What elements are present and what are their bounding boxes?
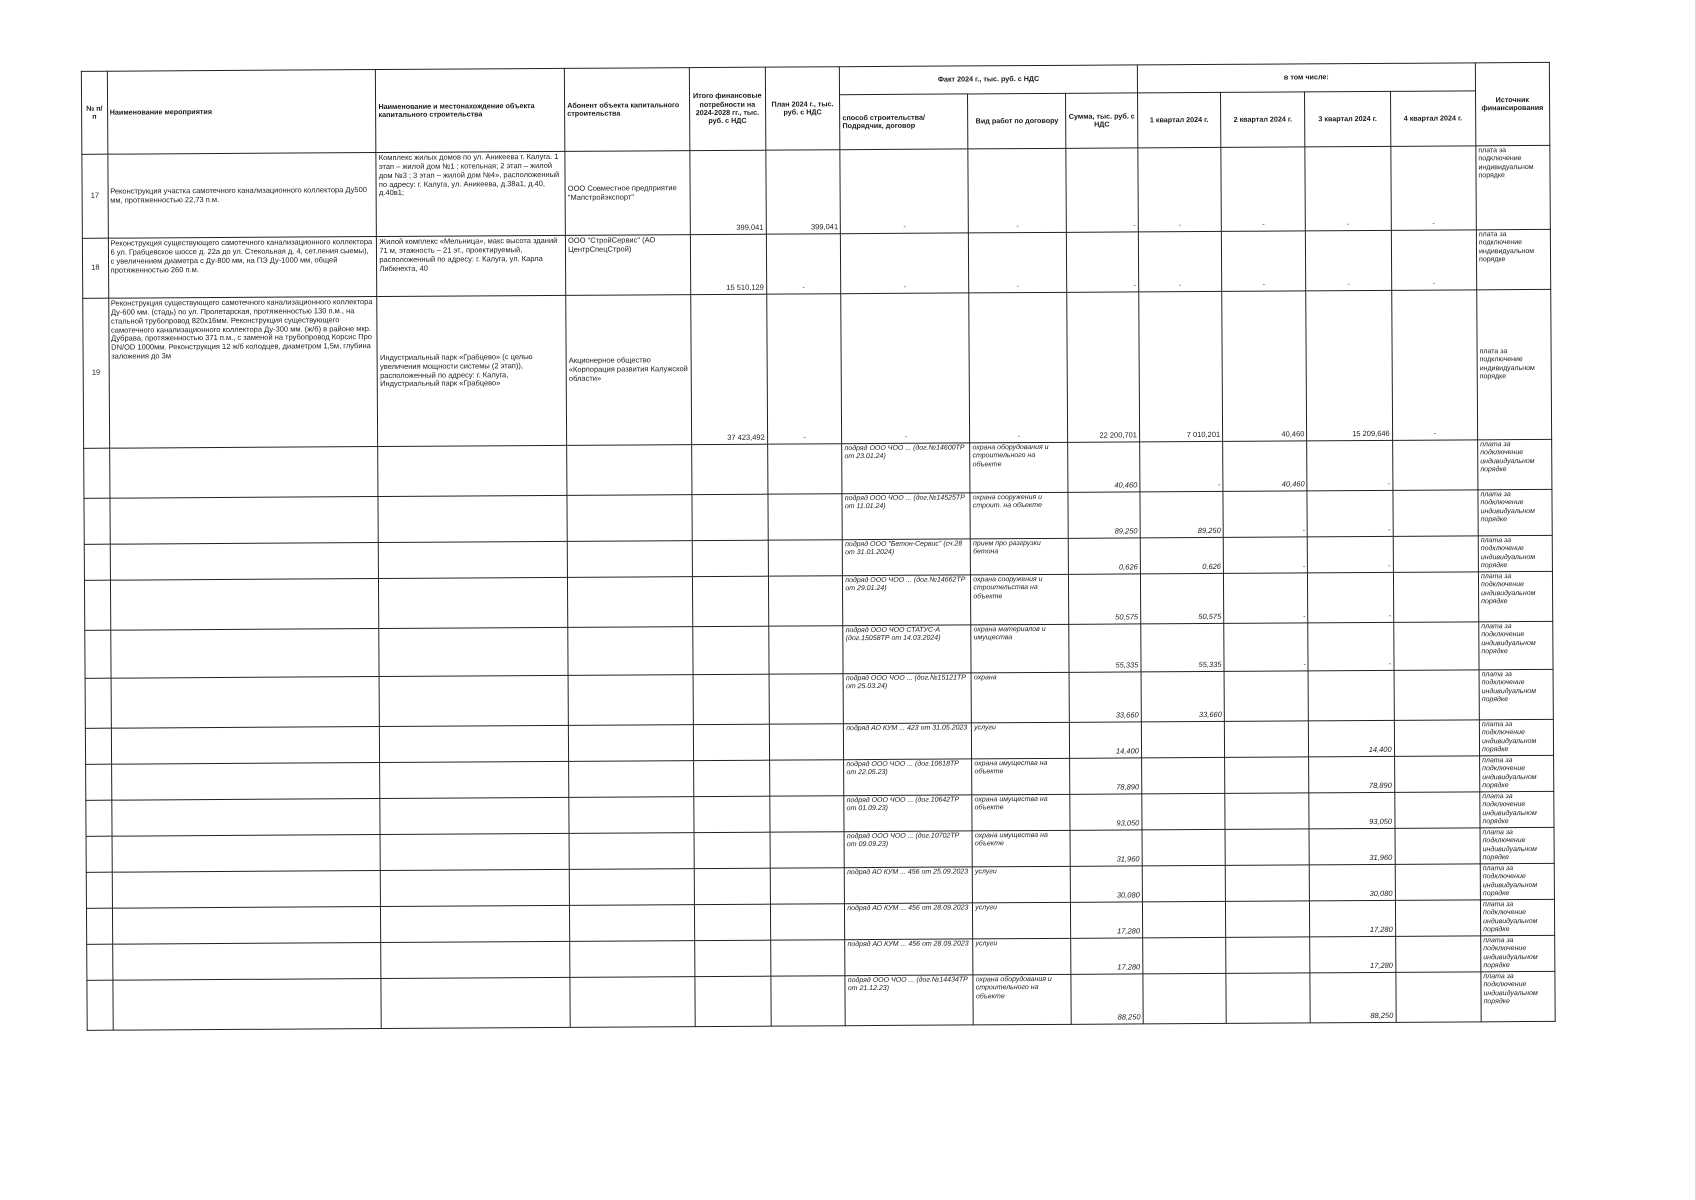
empty-cell — [111, 727, 380, 765]
empty-cell — [770, 904, 845, 940]
empty-cell — [110, 543, 379, 581]
contract-q1 — [1142, 865, 1225, 902]
empty-cell — [112, 835, 381, 873]
empty-cell — [87, 944, 113, 980]
header-fact-group: Факт 2024 г., тыс. руб. с НДС — [840, 65, 1138, 95]
header-event: Наименование мероприятия — [107, 70, 376, 155]
empty-cell — [109, 447, 378, 499]
empty-cell — [381, 977, 570, 1028]
header-source: Источник финансирования — [1475, 62, 1549, 145]
empty-cell — [380, 833, 569, 870]
contract-q2 — [1224, 721, 1308, 758]
contract-method: подряд ООО ЧОО ... (дог.№15121ТР от 25.03.24) — [843, 673, 971, 724]
empty-cell — [768, 494, 843, 540]
contract-work: охрана сооружения и строительства на объекте — [971, 574, 1069, 625]
contract-row — [87, 971, 1672, 1031]
row-method: - — [841, 233, 969, 294]
row-q2: 40,460 — [1222, 291, 1307, 442]
empty-cell — [112, 907, 381, 945]
contract-q1 — [1143, 937, 1226, 974]
contract-source: плата за подключение индивидуальном порядке — [1479, 621, 1553, 669]
empty-cell — [569, 797, 694, 834]
empty-cell — [112, 943, 381, 981]
contract-work: охрана оборудования и строительного на объекте — [970, 442, 1068, 493]
row-method: - — [840, 149, 968, 234]
contract-q3: - — [1308, 536, 1394, 573]
empty-cell — [569, 869, 694, 906]
contract-source: плата за подключение индивидуальном порядке — [1480, 899, 1554, 935]
contract-q1: 50,575 — [1140, 573, 1223, 624]
contract-source: плата за подключение индивидуальном порядке — [1480, 755, 1554, 791]
row-q1: 7 010,201 — [1139, 291, 1223, 442]
contract-source: плата за подключение индивидуальном порядке — [1478, 439, 1552, 489]
empty-cell — [85, 678, 111, 728]
empty-cell — [569, 725, 694, 762]
row-q1: - — [1138, 231, 1222, 292]
header-q2: 2 квартал 2024 г. — [1221, 92, 1306, 148]
contract-q2: - — [1224, 623, 1309, 672]
contract-method: подряд ООО ЧОО ... (дог.10702ТР от 09.09.23) — [844, 831, 972, 868]
contract-q1 — [1141, 757, 1224, 794]
row-total-need: 399,041 — [690, 150, 766, 234]
contract-q3: 31,960 — [1309, 828, 1395, 865]
contract-q2 — [1226, 901, 1310, 938]
header-q3: 3 квартал 2024 г. — [1305, 91, 1391, 147]
row-method: - — [841, 293, 970, 444]
contract-method: подряд ООО "Бетон-Сервис" (сч.28 от 31.01.2024) — [843, 539, 971, 576]
contract-q1: 33,660 — [1141, 671, 1224, 722]
contract-work: охрана сооружения и строит. на объекте — [970, 492, 1068, 539]
header-total-need: Итого финансовые потребности на 2024-2028 гг., тыс. руб. с НДС — [689, 67, 765, 150]
contract-sum: 17,280 — [1071, 902, 1143, 938]
row-plan-2024: - — [766, 294, 842, 444]
contract-q3: - — [1307, 440, 1393, 491]
empty-cell — [771, 976, 846, 1026]
row-no: 19 — [83, 298, 110, 448]
empty-cell — [768, 540, 843, 576]
empty-cell — [568, 627, 693, 676]
contract-source: плата за подключение индивидуальном порядке — [1479, 669, 1553, 719]
header-object: Наименование и местонахождение объекта капитального строительства — [376, 68, 565, 152]
empty-cell — [567, 495, 692, 542]
contract-q2 — [1226, 937, 1310, 974]
empty-cell — [568, 675, 693, 726]
contract-q1 — [1142, 793, 1225, 830]
empty-cell — [770, 940, 845, 976]
row-source: плата за подключение индивидуальном порядке — [1476, 145, 1550, 229]
contract-q3: 30,080 — [1310, 864, 1396, 901]
contract-method: подряд ООО ЧОО СТАТУС-А (дог.15058ТР от 14.03.2024) — [843, 625, 971, 674]
contract-q4 — [1395, 936, 1481, 973]
empty-cell — [694, 832, 770, 868]
empty-cell — [769, 724, 844, 760]
contract-q2 — [1225, 757, 1309, 794]
empty-cell — [692, 540, 768, 576]
empty-cell — [570, 941, 695, 978]
row-q3: - — [1306, 230, 1392, 291]
contract-q2 — [1225, 829, 1309, 866]
contract-sum: 89,250 — [1068, 492, 1140, 538]
contract-sum: 93,050 — [1070, 794, 1142, 830]
contract-work: охрана материалов и имущества — [971, 624, 1069, 673]
empty-cell — [110, 497, 379, 545]
row-event: Реконструкция участка самотечного канализационного коллектора Ду500 мм, протяженностью 22,73 п.м. — [107, 153, 376, 239]
contract-source: плата за подключение индивидуальном порядке — [1480, 863, 1554, 899]
empty-cell — [86, 908, 112, 944]
contract-sum: 14,400 — [1070, 722, 1142, 758]
contract-source: плата за подключение индивидуальном порядке — [1480, 791, 1554, 827]
empty-cell — [567, 445, 692, 496]
contract-q3: - — [1308, 572, 1394, 623]
contract-q3: 17,280 — [1310, 936, 1396, 973]
contract-work: услуги — [973, 938, 1071, 975]
contract-source: плата за подключение индивидуальном порядке — [1478, 489, 1552, 535]
empty-cell — [86, 800, 112, 836]
empty-cell — [378, 495, 567, 542]
empty-cell — [693, 724, 769, 760]
investment-report-table — [81, 61, 1673, 1031]
contract-q3 — [1308, 670, 1394, 721]
row-plan-2024: 399,041 — [765, 150, 840, 234]
empty-cell — [379, 541, 568, 578]
row-event: Реконструкция существующего самотечного канализационного коллектора 6 ул. Грабцевское шоссе д. 22а до ул. Стекольная д. 4, сет.ления сыемы), с увеличением диаметра с Ду-800 мм, на ПЭ Ду-1000 мм, общей протяженностью 260 п.м. — [108, 237, 377, 299]
contract-q4 — [1394, 670, 1480, 721]
report-sheet — [81, 61, 1673, 1105]
row-sum: 22 200,701 — [1067, 292, 1139, 442]
contract-q4 — [1395, 900, 1481, 937]
empty-cell — [86, 836, 112, 872]
contract-q3: 17,280 — [1310, 900, 1396, 937]
empty-cell — [86, 872, 112, 908]
contract-sum: 17,280 — [1071, 938, 1143, 974]
contract-method: подряд АО КУМ ... 456 от 25.09.2023 — [845, 867, 973, 904]
contract-work: охрана оборудования и строительного на объекте — [973, 974, 1071, 1025]
contract-q4 — [1394, 792, 1480, 829]
row-q2: - — [1221, 147, 1306, 232]
header-work-type: Вид работ по договору — [968, 93, 1066, 149]
empty-cell — [381, 869, 570, 906]
contract-q4 — [1394, 756, 1480, 793]
empty-cell — [694, 868, 770, 904]
empty-cell — [84, 498, 110, 544]
empty-cell — [85, 630, 111, 678]
row-q3: 15 209,646 — [1306, 290, 1392, 441]
contract-q3: 93,050 — [1309, 792, 1395, 829]
empty-cell — [693, 674, 769, 724]
empty-cell — [112, 871, 381, 909]
row-q4: - — [1390, 146, 1476, 231]
contract-q1: 0,626 — [1140, 537, 1223, 574]
row-object: Жилой комплекс «Мельница», макс высота зданий 71 м, этажность – 21 эт., проектируемый, расположенный по адресу: г. Калуга, ул. Карла Либкнехта, 40 — [377, 235, 566, 296]
contract-q1: 55,335 — [1141, 623, 1224, 672]
contract-source: плата за подключение индивидуальном порядке — [1478, 571, 1552, 621]
contract-q3: 14,400 — [1309, 720, 1395, 757]
row-q4: - — [1391, 290, 1477, 441]
row-subscriber: ООО "СтройСервис" (АО ЦентрСпецСтрой) — [566, 235, 691, 296]
empty-cell — [694, 796, 770, 832]
row-q4: - — [1391, 230, 1477, 291]
contract-work: услуги — [972, 722, 1070, 759]
contract-source: плата за подключение индивидуальном порядке — [1479, 719, 1553, 755]
empty-cell — [569, 833, 694, 870]
header-sum: Сумма, тыс. руб. с НДС — [1066, 93, 1138, 148]
header-plan-2024: План 2024 г., тыс. руб. с НДС — [765, 67, 840, 150]
empty-cell — [87, 980, 113, 1030]
row-source: плата за подключение индивидуальном порядке — [1476, 229, 1550, 289]
contract-sum: 30,080 — [1071, 866, 1143, 902]
empty-cell — [381, 905, 570, 942]
empty-cell — [379, 627, 568, 676]
contract-sum: 0,626 — [1069, 538, 1141, 574]
empty-cell — [85, 728, 111, 764]
empty-cell — [695, 976, 771, 1026]
contract-q2: - — [1224, 573, 1309, 624]
empty-cell — [380, 797, 569, 834]
contract-q2: 40,460 — [1223, 441, 1308, 492]
contract-source: плата за подключение индивидуальном порядке — [1478, 535, 1552, 571]
header-q1: 1 квартал 2024 г. — [1137, 92, 1221, 148]
contract-source: плата за подключение индивидуальном порядке — [1480, 827, 1554, 863]
row-q3: - — [1305, 146, 1391, 231]
contract-q3: 88,250 — [1310, 972, 1396, 1023]
table-row — [83, 289, 1669, 449]
contract-method: подряд АО КУМ ... 456 от 28.09.2023 — [845, 903, 973, 940]
header-method: способ строительства/ Подрядчик, договор — [840, 94, 968, 150]
row-no: 18 — [82, 238, 108, 298]
empty-cell — [379, 577, 568, 628]
empty-cell — [111, 677, 380, 729]
contract-q3: 78,890 — [1309, 756, 1395, 793]
empty-cell — [111, 799, 380, 837]
row-object: Комплекс жилых домов по ул. Аникеева г. Калуга. 1 этап – жилой дом №1 ; котельная; 2 этап – жилой дом №3 ; 3 этап – жилой дом №4», расположенный по адресу: г. Калуга, ул. Аникеева, д.38а1, д.40, д.40в1; — [376, 151, 565, 236]
contract-q1 — [1143, 973, 1226, 1024]
empty-cell — [694, 904, 770, 940]
contract-q4 — [1393, 490, 1479, 537]
contract-method: подряд АО КУМ ... 423 от 31.05.2023 — [844, 723, 972, 760]
empty-cell — [770, 832, 845, 868]
empty-cell — [770, 868, 845, 904]
row-no: 17 — [82, 154, 108, 238]
empty-cell — [769, 796, 844, 832]
empty-cell — [111, 763, 380, 801]
empty-cell — [381, 941, 570, 978]
contract-method: подряд ООО ЧОО ... (дог.10642ТР от 01.09.23) — [844, 795, 972, 832]
contract-sum: 33,660 — [1069, 672, 1141, 722]
contract-method: подряд ООО ЧОО ... (дог.№14525ТР от 11.01.24) — [842, 493, 970, 540]
empty-cell — [379, 675, 568, 726]
contract-work: охрана имущества на объекте — [972, 758, 1070, 795]
contract-q4 — [1396, 972, 1482, 1023]
contract-q4 — [1393, 622, 1479, 671]
row-event: Реконструкция существующего самотечного канализационного коллектора Ду-600 мм. (стадь) по ул. Пролетарская, протяженностью 130 п.м., на стальной трубопровод 820х16мм. Реконструкция существующего самотечного канализационного коллектора Ду-300 мм. (ж/б) в районе мкр. Дубрава, протяженностью 371 п.м., с заменой на трубопровод Корсис Про DN/OD 1000мм. Реконструкция 12 ж/б колодцев, диаметром 1,5м, глубина заложения до 3м — [108, 297, 378, 449]
row-plan-2024: - — [766, 234, 841, 294]
empty-cell — [567, 541, 692, 578]
table-row — [82, 229, 1667, 299]
row-work-type: - — [969, 292, 1068, 443]
row-q1: - — [1138, 147, 1222, 232]
empty-cell — [110, 629, 379, 679]
contract-q2 — [1224, 671, 1309, 722]
contract-sum: 55,335 — [1069, 624, 1141, 672]
contract-sum: 50,575 — [1069, 574, 1141, 624]
row-sum: - — [1067, 232, 1139, 292]
contract-q3: - — [1308, 622, 1394, 671]
empty-cell — [769, 760, 844, 796]
contract-q1 — [1142, 901, 1225, 938]
empty-cell — [110, 579, 379, 631]
contract-q2: - — [1223, 537, 1307, 574]
contract-method: подряд АО КУМ ... 456 от 28.09.2023 — [845, 939, 973, 976]
contract-source: плата за подключение индивидуальном порядке — [1481, 935, 1555, 971]
empty-cell — [767, 444, 842, 494]
empty-cell — [693, 626, 769, 674]
contract-q1: 89,250 — [1140, 491, 1223, 538]
empty-cell — [570, 977, 695, 1028]
contract-q2 — [1226, 973, 1311, 1024]
row-work-type: - — [969, 232, 1067, 293]
row-work-type: - — [968, 148, 1067, 233]
contract-q4 — [1393, 572, 1479, 623]
row-q2: - — [1221, 231, 1306, 292]
contract-work: прием про разгрузки бетона — [971, 538, 1069, 575]
contract-sum: 31,960 — [1070, 830, 1142, 866]
empty-cell — [378, 445, 567, 496]
empty-cell — [113, 979, 382, 1031]
contract-q4 — [1392, 440, 1478, 491]
contract-sum: 40,460 — [1068, 442, 1140, 492]
empty-cell — [695, 940, 771, 976]
empty-cell — [692, 494, 768, 540]
contract-method: подряд ООО ЧОО ... (дог.№14600ТР от 23.01.24) — [842, 443, 970, 494]
header-subscriber: Абонент объекта капитального строительства — [564, 68, 689, 152]
empty-cell — [380, 725, 569, 762]
row-subscriber: Акционерное общество «Корпорация развития Калужской области» — [566, 295, 692, 446]
empty-cell — [768, 626, 843, 674]
contract-q1 — [1142, 829, 1225, 866]
header-no: № п/п — [81, 71, 107, 154]
empty-cell — [769, 674, 844, 724]
row-total-need: 15 510,129 — [690, 234, 766, 294]
empty-cell — [86, 764, 112, 800]
contract-sum: 88,250 — [1071, 974, 1143, 1024]
contract-q2: - — [1223, 491, 1308, 538]
empty-cell — [694, 760, 770, 796]
row-object: Индустриальный парк «Грабцево» (с целью увеличения мощности системы (2 этап)), расположенный по адресу: г. Калуга, Индустриальный парк «Грабцево» — [377, 295, 567, 446]
contract-work: охрана имущества на объекте — [972, 830, 1070, 867]
empty-cell — [569, 761, 694, 798]
empty-cell — [84, 580, 110, 630]
contract-q4 — [1395, 864, 1481, 901]
contract-work: услуги — [973, 866, 1071, 903]
contract-sum: 78,890 — [1070, 758, 1142, 794]
row-subscriber: ООО Совместное предприятие "Мапстройэкспорт" — [565, 151, 690, 236]
empty-cell — [570, 905, 695, 942]
contract-q1: - — [1140, 441, 1223, 492]
contract-q4 — [1395, 828, 1481, 865]
empty-cell — [692, 444, 768, 494]
row-total-need: 37 423,492 — [691, 294, 768, 444]
table-row — [82, 145, 1667, 239]
contract-q3: - — [1307, 490, 1393, 537]
contract-work: охрана имущества на объекте — [972, 794, 1070, 831]
contract-q2 — [1225, 793, 1309, 830]
row-sum: - — [1066, 148, 1138, 232]
empty-cell — [84, 448, 110, 498]
contract-source: плата за подключение индивидуальном порядке — [1481, 971, 1555, 1021]
empty-cell — [84, 544, 110, 580]
empty-cell — [568, 577, 693, 628]
contract-q1 — [1141, 721, 1224, 758]
row-source: плата за подключение индивидуальном порядке — [1477, 289, 1552, 439]
empty-cell — [692, 576, 768, 626]
header-including-group: в том числе: — [1137, 63, 1475, 93]
contract-q4 — [1394, 720, 1480, 757]
contract-method: подряд ООО ЧОО ... (дог.№14662ТР от 29.01.24) — [843, 575, 971, 626]
empty-cell — [380, 761, 569, 798]
contract-method: подряд ООО ЧОО ... (дог.№14434ТР от 21.12.23) — [845, 975, 973, 1026]
empty-cell — [768, 576, 843, 626]
header-q4: 4 квартал 2024 г. — [1390, 91, 1476, 147]
contract-work: услуги — [973, 902, 1071, 939]
contract-method: подряд ООО ЧОО ... (дог.10618ТР от 22.05.23) — [844, 759, 972, 796]
contract-q4 — [1393, 536, 1479, 573]
contract-work: охрана — [971, 672, 1069, 723]
contract-q2 — [1225, 865, 1309, 902]
